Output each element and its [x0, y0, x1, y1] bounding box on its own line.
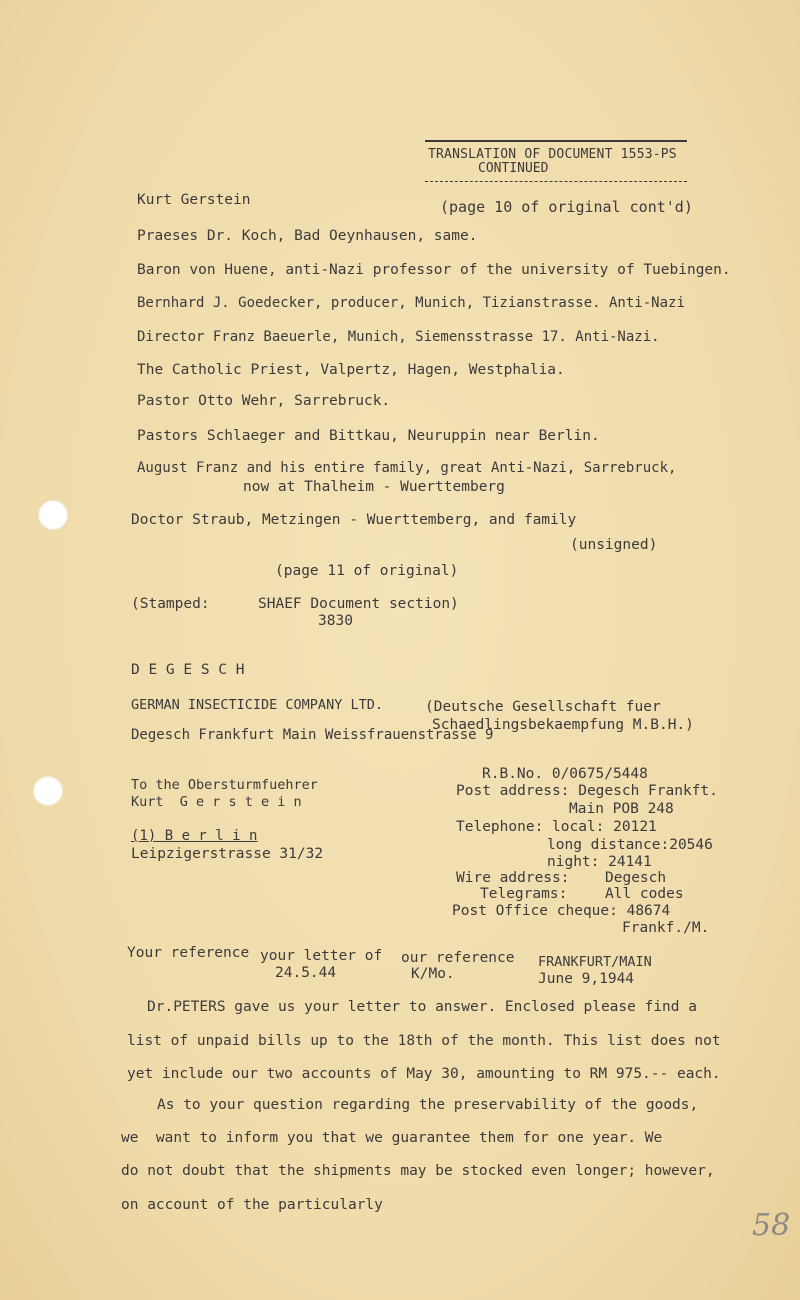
list-item: Director Franz Baeuerle, Munich, Siemensstrasse 17. Anti-Nazi.	[137, 329, 660, 345]
body-line: on account of the particularly	[121, 1197, 383, 1213]
telegrams-label: Telegrams:	[480, 886, 568, 902]
telephone: night: 24141	[547, 854, 652, 870]
punch-hole	[38, 500, 68, 530]
handwritten-page-number: 58	[752, 1208, 791, 1243]
letter-place: FRANKFURT/MAIN	[538, 954, 652, 970]
rb-number: R.B.No. 0/0675/5448	[482, 766, 648, 782]
wire-label: Wire address:	[456, 870, 570, 886]
telephone: Telephone: local: 20121	[456, 819, 657, 835]
translation-header: TRANSLATION OF DOCUMENT 1553-PS	[428, 147, 677, 162]
list-item: Baron von Huene, anti-Nazi professor of the university of Tuebingen.	[137, 262, 731, 278]
list-item-continuation: now at Thalheim - Wuerttemberg	[243, 479, 505, 495]
stamp-number: 3830	[318, 613, 353, 629]
list-item: Pastor Otto Wehr, Sarrebruck.	[137, 393, 391, 409]
company-line: GERMAN INSECTICIDE COMPANY LTD.	[131, 697, 383, 713]
recipient-line: Kurt G e r s t e i n	[131, 794, 302, 810]
name-line: Kurt Gerstein	[137, 192, 251, 208]
body-line: list of unpaid bills up to the 18th of the month. This list does not	[127, 1033, 721, 1049]
page-note: (page 10 of original cont'd)	[440, 198, 693, 216]
punch-hole	[33, 776, 63, 806]
our-reference-label: our reference	[401, 950, 515, 966]
recipient-line: To the Obersturmfuehrer	[131, 777, 318, 793]
postal-address: Post address: Degesch Frankft.	[456, 783, 718, 799]
body-line: As to your question regarding the preservability of the goods,	[157, 1097, 699, 1113]
company-german-2: Schaedlingsbekaempfung M.B.H.)	[432, 717, 694, 733]
list-item: Praeses Dr. Koch, Bad Oeynhausen, same.	[137, 228, 478, 244]
list-item: August Franz and his entire family, great Anti-Nazi, Sarrebruck,	[137, 460, 677, 476]
post-office-cheque: Post Office cheque: 48674	[452, 903, 671, 919]
your-letter-of: your letter of	[260, 948, 383, 964]
header-rule	[425, 140, 687, 142]
body-line: do not doubt that the shipments may be stocked even longer; however,	[121, 1163, 715, 1179]
telephone: long distance:20546	[547, 837, 713, 853]
letter-date: June 9,1944	[538, 971, 635, 987]
recipient-city: (1) B e r l i n	[131, 828, 258, 844]
your-reference-label: Your reference	[127, 945, 250, 961]
your-letter-date: 24.5.44	[275, 965, 337, 981]
continued-label: CONTINUED	[478, 161, 549, 176]
list-item: The Catholic Priest, Valpertz, Hagen, Westphalia.	[137, 362, 565, 378]
company-address: Degesch Frankfurt Main Weissfrauenstrasse 9	[131, 727, 494, 743]
header-underline	[425, 181, 687, 182]
body-line: Dr.PETERS gave us your letter to answer. Enclosed please find a	[147, 999, 697, 1015]
our-reference-value: K/Mo.	[411, 966, 455, 982]
company-german-1: (Deutsche Gesellschaft fuer	[425, 699, 661, 715]
body-line: yet include our two accounts of May 30, amounting to RM 975.-- each.	[127, 1066, 721, 1082]
telegrams-value: All codes	[605, 886, 684, 902]
list-item: Pastors Schlaeger and Bittkau, Neuruppin near Berlin.	[137, 428, 600, 444]
wire-value: Degesch	[605, 870, 667, 886]
recipient-address: Leipzigerstrasse 31/32	[131, 846, 324, 862]
page-11-note: (page 11 of original)	[275, 563, 459, 579]
postal-address: Main POB 248	[569, 801, 674, 817]
stamp-text: SHAEF Document section)	[258, 596, 459, 612]
stamp-label: (Stamped:	[131, 596, 210, 612]
unsigned-note: (unsigned)	[570, 537, 658, 553]
list-item: Bernhard J. Goedecker, producer, Munich, Tizianstrasse. Anti-Nazi	[137, 295, 685, 311]
list-item: Doctor Straub, Metzingen - Wuerttemberg, and family	[131, 512, 577, 528]
post-office-cheque: Frankf./M.	[622, 920, 710, 936]
body-line: we want to inform you that we guarantee them for one year. We	[121, 1130, 663, 1146]
company-name: D E G E S C H	[131, 662, 245, 678]
